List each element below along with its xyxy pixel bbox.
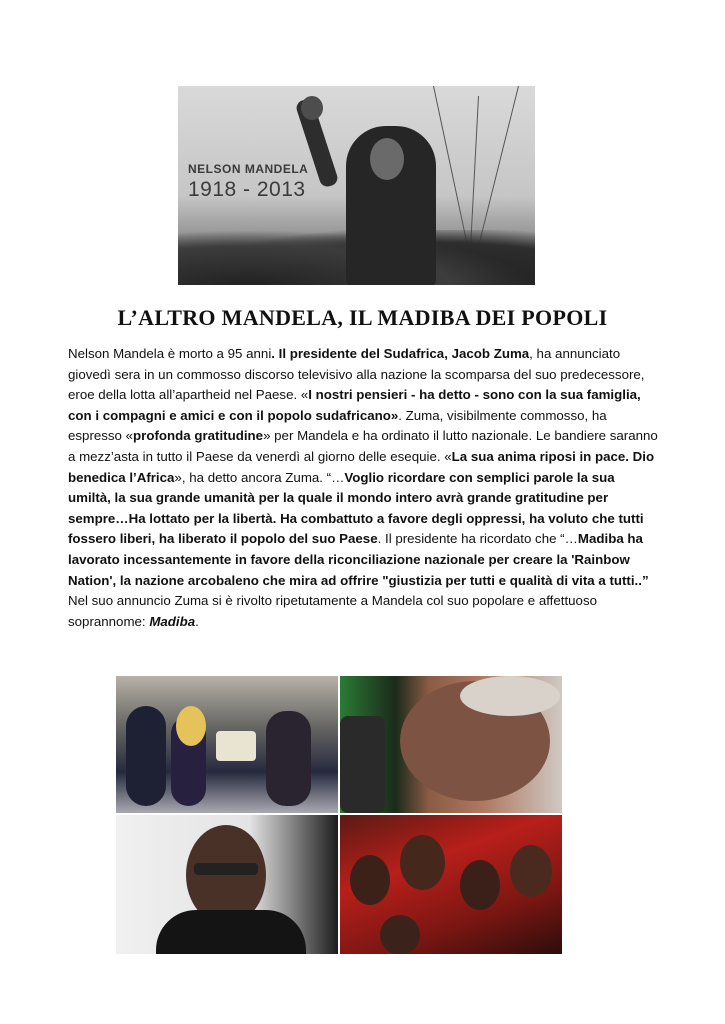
flowers	[176, 706, 206, 746]
mandela-head	[370, 138, 404, 180]
article-text: », ha detto ancora Zuma. “…	[174, 469, 345, 485]
portrait-hair	[460, 676, 560, 716]
child-face	[400, 835, 445, 890]
child-face	[380, 915, 420, 954]
article-text: » per Mandela e ha ordinato il lutto nazionale. Le bandiere saranno a mezz’asta in tutto il Paese da venerdì al giorno delle esequie. «	[68, 428, 658, 464]
mandela-portrait-photo	[340, 676, 562, 813]
article-text: . Il presidente ha ricordato che “…	[377, 531, 578, 547]
article-quote-bold: La sua anima riposi in pace. Dio benedica l’Africa	[68, 448, 655, 485]
zuma-suit	[156, 910, 306, 954]
article-quote-bold: profonda gratitudine	[133, 428, 264, 444]
article-nickname: Madiba	[149, 613, 196, 629]
article-body	[68, 344, 658, 632]
raised-fist	[301, 96, 323, 120]
glasses	[194, 863, 258, 875]
mourner-figure	[266, 711, 311, 806]
article-title: L’ALTRO MANDELA, IL MADIBA DEI POPOLI	[117, 305, 608, 330]
article-bold: . Il presidente del Sudafrica, Jacob Zuma	[271, 346, 530, 361]
portrait-sign	[216, 731, 256, 761]
child-face	[510, 845, 552, 897]
hero-photo	[178, 86, 535, 285]
article-text: Nel suo annuncio Zuma si è rivolto ripetutamente a Mandela col suo popolare e affettuoso soprannome:	[68, 593, 597, 629]
article-quote-bold: I nostri pensieri - ha detto - sono con la sua famiglia, con i compagni e amici e con il popolo sudafricano»	[68, 387, 641, 423]
photo-collage	[116, 676, 562, 954]
article-quote-bold: Voglio ricordare con semplici parole la sua umiltà, la sua grande umanità per la quale il mondo intero avrà grande gratitudine per sempre…Ha lottato per la libertà. Ha combattuto a favore degli oppressi, ha voluto che tutti fossero liberi, ha liberato il popolo del suo Paese	[68, 469, 644, 547]
article-text: .	[195, 613, 199, 629]
child-face	[350, 855, 390, 905]
article-quote-bold: Madiba ha lavorato incessantemente in favore della riconciliazione nazionale per creare la 'Rainbow Nation', la nazione arcobaleno che mira ad offrire "giustizia per tutti e qualità di vita a tutti..”	[68, 531, 649, 588]
hero-caption-years: 1918 - 2013	[188, 178, 306, 201]
article-text: . Zuma, visibilmente commosso, ha espresso «	[68, 407, 607, 444]
child-face	[460, 860, 500, 910]
children-praying-photo	[340, 815, 562, 954]
mourners-photo	[116, 676, 338, 813]
article-text: Nelson Mandela è morto a 95 anni	[68, 346, 272, 361]
article-text: , ha annunciato giovedì sera in un commosso discorso televisivo alla nazione la scomparsa del suo predecessore, eroe della lotta all’apartheid nel Paese. «	[68, 346, 645, 403]
mourner-figure	[126, 706, 166, 806]
zuma-photo	[116, 815, 338, 954]
person-foreground	[340, 716, 385, 813]
hero-caption-name: NELSON MANDELA	[188, 162, 309, 176]
